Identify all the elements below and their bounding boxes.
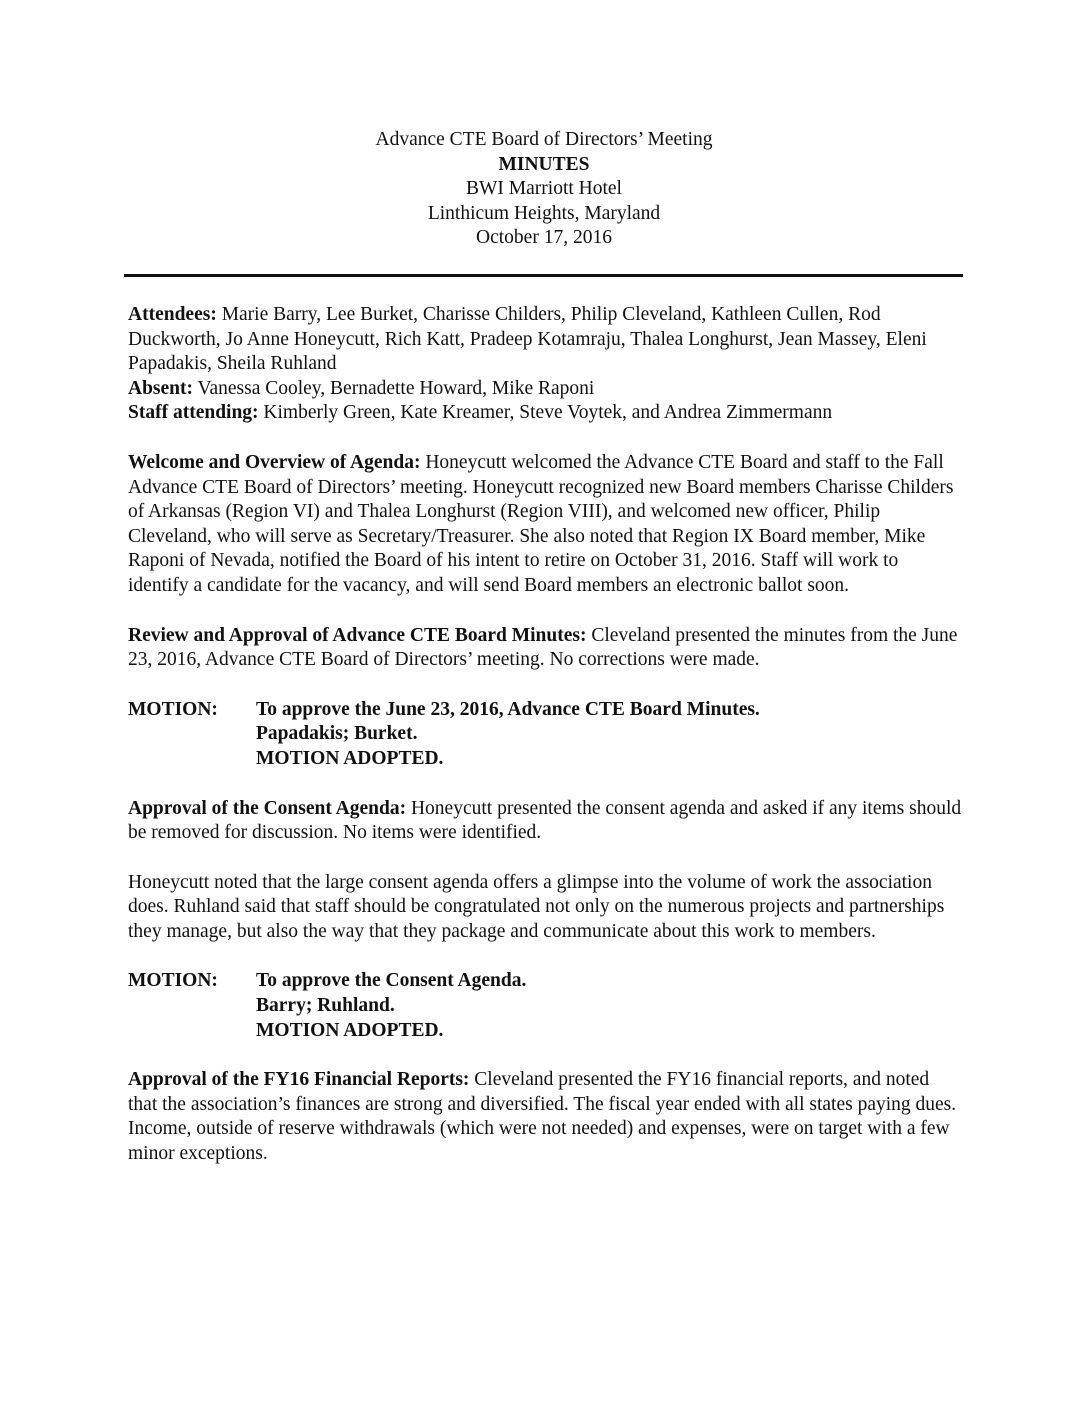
attendees-text: Marie Barry, Lee Burket, Charisse Childers, Philip Cleveland, Kathleen Cullen, Rod Duckworth, Jo Anne Honeycutt, Rich Katt, Pradeep Kotamraju, Thalea Longhurst, Jean Massey, Eleni Papadakis, Sheila Ruhland <box>128 304 927 375</box>
motion-block <box>128 698 963 772</box>
motion-block <box>128 969 963 1043</box>
financial-heading: Approval of the FY16 Financial Reports: <box>128 1069 470 1091</box>
motion-label: MOTION: <box>128 970 218 992</box>
motion-movers: Papadakis; Burket. <box>256 723 418 745</box>
absent-text: Vanessa Cooley, Bernadette Howard, Mike Raponi <box>193 377 595 399</box>
motion-result: MOTION ADOPTED. <box>256 747 444 769</box>
staff-line <box>128 401 963 426</box>
review-heading: Review and Approval of Advance CTE Board Minutes: <box>128 624 587 646</box>
absent-line <box>128 377 963 402</box>
attendees-line <box>128 303 963 377</box>
document-header <box>0 128 1088 251</box>
meeting-title: Advance CTE Board of Directors’ Meeting <box>375 129 713 150</box>
motion-text: To approve the Consent Agenda. <box>256 970 527 992</box>
absent-label: Absent: <box>128 377 194 399</box>
motion-label: MOTION: <box>128 698 218 720</box>
financial-section <box>128 1068 963 1166</box>
review-text: Cleveland presented the minutes from the June 23, 2016, Advance CTE Board of Directors’ meeting. No corrections were made. <box>128 624 958 671</box>
financial-text: Cleveland presented the FY16 financial reports, and noted that the association’s finances are strong and diversified. The fiscal year ended with all states paying dues. Income, outside of reserve withdrawals (which were not needed) and expenses, were on target with a few minor exceptions. <box>128 1069 957 1165</box>
welcome-section <box>128 451 963 599</box>
consent-section <box>128 797 963 846</box>
consent-heading: Approval of the Consent Agenda: <box>128 797 407 819</box>
header-divider <box>124 274 963 277</box>
staff-label: Staff attending: <box>128 402 259 424</box>
motion-result: MOTION ADOPTED. <box>256 1019 444 1041</box>
venue-name: BWI Marriott Hotel <box>466 178 622 200</box>
motion-text: To approve the June 23, 2016, Advance CTE Board Minutes. <box>256 698 760 720</box>
minutes-heading: MINUTES <box>498 153 590 175</box>
staff-text: Kimberly Green, Kate Kreamer, Steve Voytek, and Andrea Zimmermann <box>258 402 833 424</box>
meeting-date: October 17, 2016 <box>476 227 612 249</box>
consent-discussion: Honeycutt noted that the large consent agenda offers a glimpse into the volume of work the association does. Ruhland said that staff should be congratulated not only on the numerous projects and partnerships they manage, but also the way that they package and communicate about this work to members. <box>128 871 945 942</box>
review-section <box>128 624 963 673</box>
venue-location: Linthicum Heights, Maryland <box>427 202 661 224</box>
consent-text: Honeycutt presented the consent agenda and asked if any items should be removed for discussion. No items were identified. <box>128 797 962 844</box>
minutes-body <box>128 303 963 1167</box>
motion-movers: Barry; Ruhland. <box>256 995 395 1017</box>
welcome-text: Honeycutt welcomed the Advance CTE Board and staff to the Fall Advance CTE Board of Directors’ meeting. Honeycutt recognized new Board members Charisse Childers of Arkansas (Region VI) and Thalea Longhurst (Region VIII), and welcomed new officer, Philip Cleveland, who will serve as Secretary/Treasurer. She also noted that Region IX Board member, Mike Raponi of Nevada, notified the Board of his intent to retire on October 31, 2016. Staff will work to identify a candidate for the vacancy, and will send Board members an electronic ballot soon. <box>128 451 954 596</box>
welcome-heading: Welcome and Overview of Agenda: <box>128 451 421 473</box>
attendees-label: Attendees: <box>128 304 217 325</box>
